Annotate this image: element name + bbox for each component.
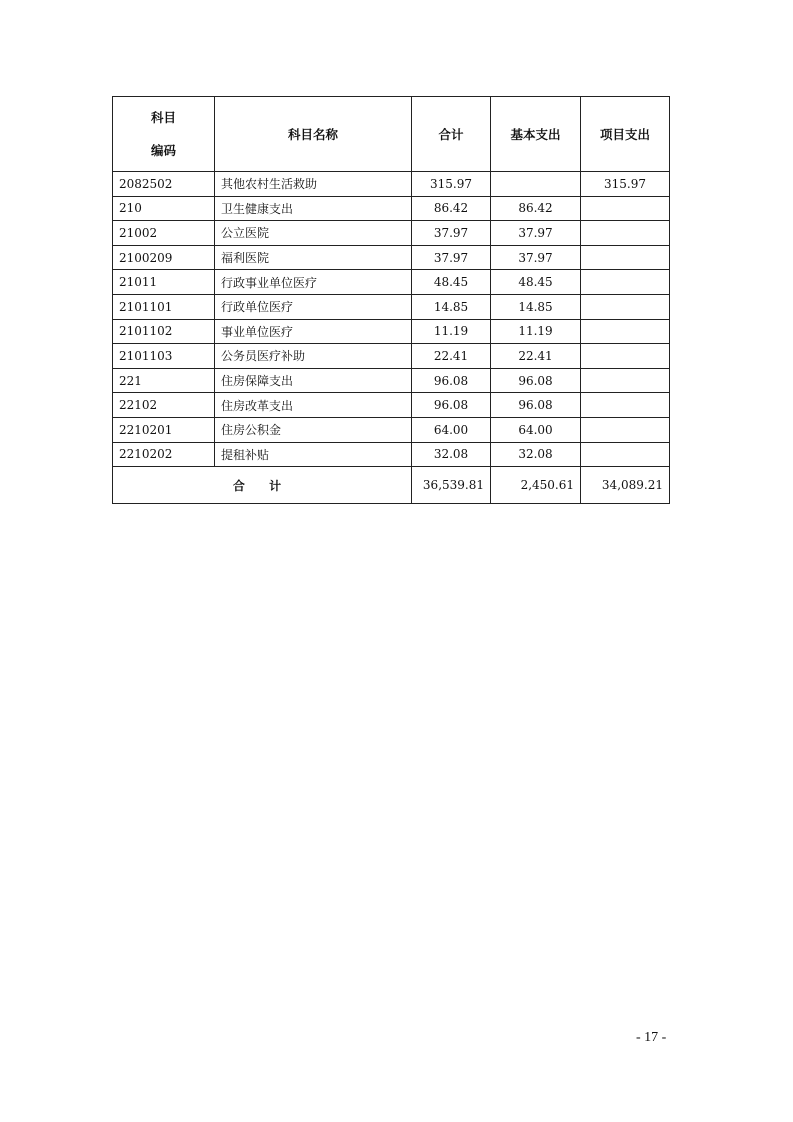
cell-project bbox=[581, 196, 670, 221]
cell-total: 32.08 bbox=[412, 442, 491, 467]
cell-basic: 96.08 bbox=[491, 393, 581, 418]
cell-basic: 96.08 bbox=[491, 368, 581, 393]
cell-project bbox=[581, 417, 670, 442]
cell-total: 315.97 bbox=[412, 172, 491, 197]
header-name: 科目名称 bbox=[215, 97, 412, 172]
cell-name: 卫生健康支出 bbox=[215, 196, 412, 221]
cell-project: 315.97 bbox=[581, 172, 670, 197]
cell-basic: 37.97 bbox=[491, 245, 581, 270]
cell-code: 2101101 bbox=[113, 294, 215, 319]
cell-code: 221 bbox=[113, 368, 215, 393]
cell-name: 住房改革支出 bbox=[215, 393, 412, 418]
total-project: 34,089.21 bbox=[581, 467, 670, 504]
header-code-line1: 科目 bbox=[150, 110, 176, 125]
cell-basic: 64.00 bbox=[491, 417, 581, 442]
cell-total: 86.42 bbox=[412, 196, 491, 221]
total-total: 36,539.81 bbox=[412, 467, 491, 504]
cell-name: 行政单位医疗 bbox=[215, 294, 412, 319]
cell-total: 22.41 bbox=[412, 344, 491, 369]
cell-name: 行政事业单位医疗 bbox=[215, 270, 412, 295]
cell-code: 2082502 bbox=[113, 172, 215, 197]
cell-project bbox=[581, 245, 670, 270]
cell-total: 37.97 bbox=[412, 221, 491, 246]
table-row bbox=[113, 172, 670, 197]
cell-code: 210 bbox=[113, 196, 215, 221]
total-label: 合 计 bbox=[113, 467, 412, 504]
table-header-row bbox=[113, 97, 670, 172]
cell-total: 11.19 bbox=[412, 319, 491, 344]
cell-name: 住房保障支出 bbox=[215, 368, 412, 393]
expenditure-table bbox=[112, 96, 670, 504]
cell-name: 福利医院 bbox=[215, 245, 412, 270]
table-row bbox=[113, 196, 670, 221]
table-row bbox=[113, 344, 670, 369]
cell-project bbox=[581, 368, 670, 393]
cell-project bbox=[581, 393, 670, 418]
cell-code: 2101102 bbox=[113, 319, 215, 344]
cell-total: 48.45 bbox=[412, 270, 491, 295]
table-row bbox=[113, 417, 670, 442]
cell-name: 住房公积金 bbox=[215, 417, 412, 442]
cell-basic bbox=[491, 172, 581, 197]
cell-total: 14.85 bbox=[412, 294, 491, 319]
cell-total: 96.08 bbox=[412, 368, 491, 393]
cell-total: 37.97 bbox=[412, 245, 491, 270]
table-row bbox=[113, 442, 670, 467]
table-row bbox=[113, 221, 670, 246]
cell-basic: 48.45 bbox=[491, 270, 581, 295]
table-row bbox=[113, 393, 670, 418]
header-project: 项目支出 bbox=[581, 97, 670, 172]
table-row bbox=[113, 368, 670, 393]
total-basic: 2,450.61 bbox=[491, 467, 581, 504]
table-row bbox=[113, 270, 670, 295]
page-number: - 17 - bbox=[636, 1030, 667, 1045]
cell-code: 2210202 bbox=[113, 442, 215, 467]
cell-code: 21011 bbox=[113, 270, 215, 295]
header-code bbox=[113, 97, 215, 172]
table-row bbox=[113, 319, 670, 344]
cell-basic: 37.97 bbox=[491, 221, 581, 246]
cell-code: 2101103 bbox=[113, 344, 215, 369]
header-total: 合计 bbox=[412, 97, 491, 172]
cell-project bbox=[581, 221, 670, 246]
cell-basic: 14.85 bbox=[491, 294, 581, 319]
cell-name: 公立医院 bbox=[215, 221, 412, 246]
cell-basic: 11.19 bbox=[491, 319, 581, 344]
cell-project bbox=[581, 319, 670, 344]
cell-basic: 22.41 bbox=[491, 344, 581, 369]
cell-project bbox=[581, 442, 670, 467]
cell-total: 64.00 bbox=[412, 417, 491, 442]
cell-code: 2100209 bbox=[113, 245, 215, 270]
table-body bbox=[113, 172, 670, 467]
cell-total: 96.08 bbox=[412, 393, 491, 418]
table-row bbox=[113, 245, 670, 270]
cell-basic: 32.08 bbox=[491, 442, 581, 467]
cell-code: 21002 bbox=[113, 221, 215, 246]
cell-name: 其他农村生活救助 bbox=[215, 172, 412, 197]
cell-name: 提租补贴 bbox=[215, 442, 412, 467]
cell-name: 事业单位医疗 bbox=[215, 319, 412, 344]
total-row bbox=[113, 467, 670, 504]
header-code-line2: 编码 bbox=[150, 143, 176, 158]
cell-project bbox=[581, 344, 670, 369]
cell-project bbox=[581, 270, 670, 295]
header-basic: 基本支出 bbox=[491, 97, 581, 172]
table-row bbox=[113, 294, 670, 319]
cell-code: 22102 bbox=[113, 393, 215, 418]
cell-basic: 86.42 bbox=[491, 196, 581, 221]
cell-name: 公务员医疗补助 bbox=[215, 344, 412, 369]
cell-project bbox=[581, 294, 670, 319]
cell-code: 2210201 bbox=[113, 417, 215, 442]
